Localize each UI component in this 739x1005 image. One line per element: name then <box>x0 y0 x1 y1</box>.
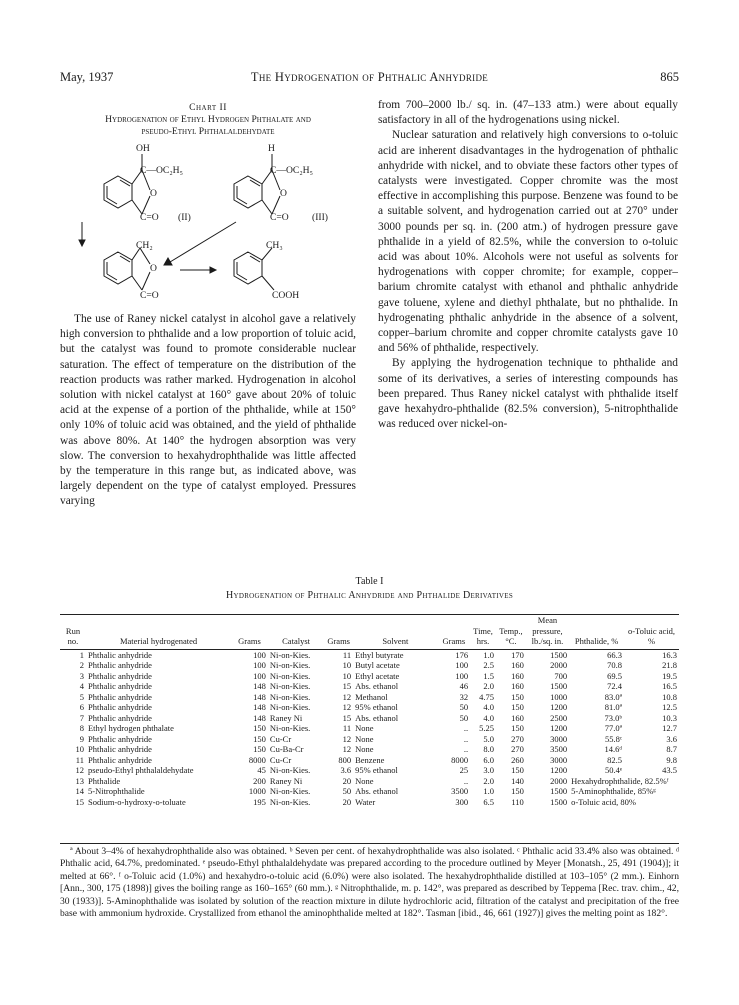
label-ch2: CH₂ <box>136 240 153 251</box>
table-cell: 100 <box>253 649 266 660</box>
table-cell: 10 <box>342 670 352 681</box>
table-cell: Ni-on-Kies. <box>269 786 311 796</box>
table-row <box>60 765 679 776</box>
table-cell: 81.0ª <box>604 702 623 712</box>
table-cell: 270 <box>511 744 524 754</box>
table-cell: .. <box>463 775 469 786</box>
table-cell: Methanol <box>355 691 388 702</box>
table-cell: 160 <box>511 681 524 691</box>
table-cell: 6.5 <box>483 796 495 807</box>
running-title: The Hydrogenation of Phthalic Anhydride <box>250 70 489 84</box>
table-cell: Butyl acetate <box>355 660 400 670</box>
table-cell: None <box>355 775 374 786</box>
table-cell: 1200 <box>550 723 568 733</box>
table-cell: .. <box>463 723 469 733</box>
arrow-down-head <box>79 240 85 246</box>
chart-subtitle-line2: pseudo-Ethyl Phthalaldehydate <box>141 126 275 137</box>
benzene-ring <box>104 252 132 284</box>
table-cell: 72.4 <box>607 681 623 691</box>
table-cell: 16.3 <box>662 649 677 660</box>
table-cell: 150 <box>253 733 266 744</box>
table-cell: Phthalic anhydride <box>87 733 152 744</box>
table-cell: Phthalic anhydride <box>87 754 152 765</box>
arrow-diagonal <box>170 222 236 262</box>
table-cell: None <box>355 723 374 733</box>
issue-date: May, 1937 <box>60 70 114 84</box>
table-cell: Ethyl butyrate <box>355 649 404 660</box>
table-cell: 150 <box>511 723 524 733</box>
table-row <box>60 744 679 755</box>
table-cell: 100 <box>253 670 266 681</box>
table-cell: 11 <box>342 649 352 660</box>
chart-subtitle-line1: Hydrogenation of Ethyl Hydrogen Phthalate and <box>105 114 311 125</box>
table-cell: Ni-on-Kies. <box>269 660 311 670</box>
table-cell: 50.4ᵉ <box>604 765 623 775</box>
table-cell: 3500 <box>550 744 568 754</box>
table-cell: 25 <box>459 765 469 775</box>
header-catalyst: Catalyst <box>268 615 324 650</box>
table-cell: 12 <box>342 691 352 702</box>
table-cell: 9 <box>79 733 84 744</box>
table-cell: 3 <box>79 670 84 681</box>
table-cell: 55.8ᶜ <box>604 733 623 744</box>
table-cell: Phthalic anhydride <box>87 691 152 702</box>
label-o-phthalide: O <box>150 263 157 274</box>
table-cell: 12 <box>75 765 84 775</box>
table-row <box>60 660 679 671</box>
table-row <box>60 671 679 682</box>
table-row <box>60 713 679 724</box>
table-cell: 100 <box>253 660 266 670</box>
table-cell: Ni-on-Kies. <box>269 765 311 775</box>
table-cell: 160 <box>511 712 524 723</box>
data-table <box>60 614 679 807</box>
table-cell: Raney Ni <box>269 712 303 723</box>
table-cell: 1 <box>79 649 84 660</box>
table-cell: 2.0 <box>483 775 495 786</box>
table-cell: 1200 <box>550 765 568 775</box>
table-cell: Phthalic anhydride <box>87 702 152 712</box>
table-cell: 3000 <box>550 733 568 744</box>
table-cell: 9.8 <box>666 754 677 765</box>
table-cell: 83.0ª <box>604 691 623 702</box>
table-cell: 300 <box>455 796 469 807</box>
label-o-iii: O <box>280 188 287 199</box>
table-cell: 4.0 <box>483 702 495 712</box>
paragraph: from 700–2000 lb./ sq. in. (47–133 atm.) were about equally satisfactory in all of the hydrogenations using nickel. <box>378 99 678 127</box>
table-row <box>60 755 679 766</box>
table-cell: 150 <box>511 702 524 712</box>
table-cell: Phthalic anhydride <box>87 670 152 681</box>
table-cell: Abs. ethanol <box>355 681 399 691</box>
label-cooh: COOH <box>272 290 300 301</box>
table-cell: 15 <box>342 681 352 691</box>
table-cell: 15 <box>75 796 84 807</box>
table-cell: 8.7 <box>666 744 677 754</box>
table-cell: Raney Ni <box>269 775 303 786</box>
table-cell: 8 <box>79 723 84 733</box>
chart-caption <box>60 102 356 138</box>
table-cell: 12 <box>342 744 352 754</box>
table-cell: Ni-on-Kies. <box>269 691 311 702</box>
table-cell: 4 <box>79 681 84 691</box>
reaction-scheme <box>60 140 360 308</box>
table-cell: 43.5 <box>662 765 677 775</box>
table-row <box>60 692 679 703</box>
label-oh: OH <box>136 143 150 154</box>
table-cell: 15 <box>342 712 352 723</box>
table-cell: 3.6 <box>666 733 677 744</box>
table-cell: 3.6 <box>340 765 352 775</box>
table-cell: 12.7 <box>662 723 677 733</box>
table-cell: 800 <box>338 754 352 765</box>
label-ii: (II) <box>178 212 191 223</box>
table-cell: 2500 <box>550 712 568 723</box>
label-iii: (III) <box>312 212 328 223</box>
table-cell: 70.8 <box>607 660 623 670</box>
table-cell: 77.0ª <box>604 723 623 733</box>
table-cell: Ni-on-Kies. <box>269 681 311 691</box>
table-cell: 11 <box>75 754 84 765</box>
table-cell: 13 <box>75 775 84 786</box>
table-cell: 1.0 <box>483 649 495 660</box>
table-cell: Ni-on-Kies. <box>269 796 311 807</box>
table-row <box>60 797 679 808</box>
table-cell: 14.6ᵈ <box>604 744 623 754</box>
table-cell: 50 <box>342 786 352 796</box>
right-column <box>378 98 678 432</box>
table-cell: 3000 <box>550 754 568 765</box>
table-cell: 260 <box>511 754 524 765</box>
table-cell: Ethyl acetate <box>355 670 400 681</box>
table-cell: 10.3 <box>662 712 677 723</box>
table-cell: 5.0 <box>483 733 495 744</box>
table-cell: Ni-on-Kies. <box>269 649 311 660</box>
table-cell: 12 <box>342 702 352 712</box>
table-cell: 2000 <box>550 775 568 786</box>
table-row <box>60 776 679 787</box>
table-cell: Benzene <box>355 754 385 765</box>
table-cell: Water <box>355 796 376 807</box>
table-cell: 110 <box>511 796 524 807</box>
table-cell: None <box>355 744 374 754</box>
table-cell: 16.5 <box>662 681 677 691</box>
table-cell: 19.5 <box>662 670 677 681</box>
table-cell: 20 <box>342 775 352 786</box>
label-oc2h5-i: C—OC₂H₅ <box>140 165 183 176</box>
table-cell: 2.5 <box>483 660 495 670</box>
benzene-ring <box>234 252 262 284</box>
header-pressure: Mean pressure, lb./sq. in. <box>526 615 569 650</box>
table-cell: Abs. ethanol <box>355 712 399 723</box>
table-row <box>60 734 679 745</box>
table-cell: 73.0ᵇ <box>604 712 623 723</box>
table-cell: Phthalide <box>87 775 121 786</box>
table-cell: Phthalic anhydride <box>87 660 152 670</box>
table-cell: 95% ethanol <box>355 765 398 775</box>
table-cell: 100 <box>455 660 469 670</box>
table-cell: 6.0 <box>483 754 495 765</box>
label-co-phthalide: C=O <box>140 290 159 301</box>
table-cell: 50 <box>459 712 469 723</box>
table-cell: 3.0 <box>483 765 495 775</box>
table-cell: 160 <box>511 670 524 681</box>
header-grams: Grams <box>438 615 470 650</box>
table-cell: 6 <box>79 702 84 712</box>
table-cell: 270 <box>511 733 524 744</box>
arrow-right-head <box>210 267 216 273</box>
table-cell: 150 <box>511 786 524 796</box>
running-head <box>60 70 679 86</box>
header-grams: Grams <box>231 615 268 650</box>
table-cell: Ethyl hydrogen phthalate <box>87 723 174 733</box>
table-cell: Ni-on-Kies. <box>269 723 311 733</box>
table-cell: .. <box>463 733 469 744</box>
table-cell: None <box>355 733 374 744</box>
table-cell: 32 <box>459 691 469 702</box>
table-cell: 148 <box>253 681 266 691</box>
benzene-ring <box>234 176 262 208</box>
table-row <box>60 649 679 660</box>
table-cell: 160 <box>511 660 524 670</box>
table-cell: Phthalic anhydride <box>87 744 152 754</box>
table-footnotes <box>60 843 679 920</box>
paragraph: The use of Raney nickel catalyst in alcohol gave a relatively high conversion to phthalide and a low proportion of toluic acid, but the catalyst was found to promote considerable nuclear saturation. The effect of temperature on the distribution of the reaction products was rather marked. Hydrogenation in alcohol solution with nickel catalyst at 160° gave about 20% of toluic acid at the expense of a portion of the phthalide, while at 150° only 10% of toluic acid was obtained, and the yield of phthalide was above 80%. At 140° the hydrogen absorption was very slow. The conversion to hexahydrophthalide was little affected by the temperature in this range but, as indicated above, was largely dependent on the type of catalyst employed. Pressures varying <box>60 313 356 508</box>
table-label: Table I <box>355 576 384 587</box>
table-cell: 1500 <box>550 786 568 796</box>
table-cell: 45 <box>257 765 266 775</box>
table-cell: 2 <box>79 660 84 670</box>
table-cell: 4.0 <box>483 712 495 723</box>
table-cell: 7 <box>79 712 84 723</box>
table-cell: 148 <box>253 712 266 723</box>
header-grams: Grams <box>324 615 353 650</box>
page-number: 865 <box>660 70 679 84</box>
table-cell: 12.5 <box>662 702 677 712</box>
table-cell: pseudo-Ethyl phthalaldehydate <box>87 765 194 775</box>
table-cell: 20 <box>342 796 352 807</box>
benzene-ring <box>104 176 132 208</box>
header-run: Run no. <box>60 615 86 650</box>
table-row <box>60 723 679 734</box>
table-cell: 10 <box>75 744 84 754</box>
table-cell: 10.8 <box>662 691 677 702</box>
table-cell: 69.5 <box>607 670 623 681</box>
table-cell: 2.0 <box>483 681 495 691</box>
table-cell: 200 <box>253 775 266 786</box>
table-cell: 11 <box>342 723 352 733</box>
paragraph: By applying the hydrogenation technique to phthalide and some of its derivatives, a series of interesting compounds has been prepared. Thus Raney nickel catalyst with phthalide itself gave hexahydro-phthalide (82.5% conversion), 5-nitrophthalide was reduced over nickel-on- <box>378 357 678 431</box>
table-cell: 8000 <box>451 754 469 765</box>
table-cell: Ni-on-Kies. <box>269 670 311 681</box>
table-cell: 176 <box>455 649 469 660</box>
header-time: Time, hrs. <box>470 615 496 650</box>
table-cell: Hexahydrophthalide, 82.5%ᶠ <box>571 775 669 786</box>
header-temp: Temp., °C. <box>496 615 526 650</box>
label-oc2h5-iii: C—OC₂H₅ <box>270 165 313 176</box>
table-cell: 8000 <box>248 754 266 765</box>
label-co-iii: C=O <box>270 212 289 223</box>
paragraph: Nuclear saturation and relatively high conversions to o-toluic acid are inherent disadvantages in the hydrogenation of phthalic anhydride with nickel, and to obviate these factors other types of catalysts were investigated. Copper chromite was the most effective in accomplishing this purpose. Benzene was found to be a suitable solvent, and hydrogenation carried out at 270° under 3000 pounds per sq. in. (200 atm.) of hydrogen pressure gave phthalide in a yield of 82.5%, while the conversion to o-toluic acid was about 10%. Alcohols were not useful as solvents for hydrogenations with copper chromite; for example, copper–barium chromite catalyst with ethanol and phthalic anhydride gave toluene, xylene and diethyl phthalate, but no phthalide. In hydrogenating phthalic anhydride in the absence of a solvent, copper–barium chromite and copper chromite catalysts gave 10 and 56% of phthalide, respectively. <box>378 129 678 355</box>
table-cell: 1.0 <box>483 786 495 796</box>
chart-label: Chart II <box>189 102 227 113</box>
table-cell: 170 <box>511 649 524 660</box>
table-cell: Sodium-o-hydroxy-o-toluate <box>87 796 186 807</box>
table-cell: 12 <box>342 733 352 744</box>
table-cell: Cu-Cr <box>269 733 292 744</box>
table-cell: 4.75 <box>479 691 495 702</box>
table-cell: 1.5 <box>483 670 495 681</box>
table-cell: 100 <box>455 670 469 681</box>
table-cell: 150 <box>511 765 524 775</box>
table-cell: 150 <box>253 723 266 733</box>
table-row <box>60 786 679 797</box>
table-cell: 1000 <box>550 691 568 702</box>
table-cell: Cu-Ba-Cr <box>269 744 304 754</box>
table-cell: .. <box>463 744 469 754</box>
header-toluic: o-Toluic acid, % <box>624 615 679 650</box>
table-cell: 14 <box>75 786 84 796</box>
table-cell: 82.5 <box>607 754 623 765</box>
table-cell: 66.3 <box>607 649 623 660</box>
table-cell: 5 <box>79 691 84 702</box>
table-cell: Phthalic anhydride <box>87 649 152 660</box>
table-cell: Phthalic anhydride <box>87 681 152 691</box>
table-cell: 700 <box>554 670 568 681</box>
table-cell: 5-Aminophthalide, 85%ᵍ <box>571 786 656 796</box>
label-ch3: CH₃ <box>266 240 283 251</box>
table-cell: Abs. ethanol <box>355 786 399 796</box>
table-row <box>60 702 679 713</box>
table-row <box>60 681 679 692</box>
table-cell: 1500 <box>550 649 568 660</box>
table-cell: 2000 <box>550 660 568 670</box>
table-cell: 140 <box>511 775 524 786</box>
left-column <box>60 312 356 510</box>
table-title: Hydrogenation of Phthalic Anhydride and Phthalide Derivatives <box>225 590 514 601</box>
table-cell: 3500 <box>451 786 469 796</box>
table-cell: 95% ethanol <box>355 702 398 712</box>
table-cell: Ni-on-Kies. <box>269 702 311 712</box>
label-co-i: C=O <box>140 212 159 223</box>
header-material: Material hydrogenated <box>86 615 231 650</box>
table-cell: 195 <box>253 796 266 807</box>
table-cell: 10 <box>342 660 352 670</box>
table-cell: Cu-Cr <box>269 754 292 765</box>
table-cell: o-Toluic acid, 80% <box>571 796 636 807</box>
table-cell: 150 <box>253 744 266 754</box>
header-phthalide: Phthalide, % <box>569 615 624 650</box>
table-cell: 46 <box>459 681 469 691</box>
footnote-text: ª About 3–4% of hexahydrophthalide also was obtained. ᵇ Seven per cent. of hexahydrophthalide was also isolated. ᶜ Phthalic acid 33.4% also was obtained. ᵈ Phthalic acid, 64.7%, predominated. ᵉ pseudo-Ethyl phthalaldehydate was prepared according to the procedure outlined by Meyer [Monatsh., 25, 491 (1904)]; it melted at 66°. ᶠ o-Toluic acid (1.0%) and hexahydro-o-toluic acid (6.0%) were also isolated. The hexahydrophthalide distilled at 103–105° (2 mm.). Einhorn [Ann., 300, 175 (1898)] gives the boiling range as 160–165° (60 mm.). ᵍ Nitrophthalide, m. p. 142°, was prepared as described by Teppema [Rec. trav. chim., 42, 30 (1933)]. 5-Aminophthalide was isolated by solution of the reaction mixture in dilute hydrochloric acid, filtration of the catalyst and precipitation of the free base with ammonium hydroxide. Crystallized from ethanol the aminophthalide melted at 182°. Tasman [ibid., 46, 661 (1927)] gives the melting point as 182°. <box>60 846 679 920</box>
table-cell: 148 <box>253 702 266 712</box>
table-cell: 8.0 <box>483 744 495 754</box>
table-cell: 5-Nitrophthalide <box>87 786 145 796</box>
table-cell: Phthalic anhydride <box>87 712 152 723</box>
table-cell: 50 <box>459 702 469 712</box>
table-cell: 1000 <box>248 786 266 796</box>
label-h: H <box>268 143 275 154</box>
table-cell: 1500 <box>550 796 568 807</box>
table-cell: 148 <box>253 691 266 702</box>
table-cell: 21.8 <box>662 660 677 670</box>
header-solvent: Solvent <box>353 615 437 650</box>
table-cell: 150 <box>511 691 524 702</box>
table-cell: 5.25 <box>479 723 495 733</box>
table-cell: 1500 <box>550 681 568 691</box>
table-cell: 1200 <box>550 702 568 712</box>
label-o-i: O <box>150 188 157 199</box>
